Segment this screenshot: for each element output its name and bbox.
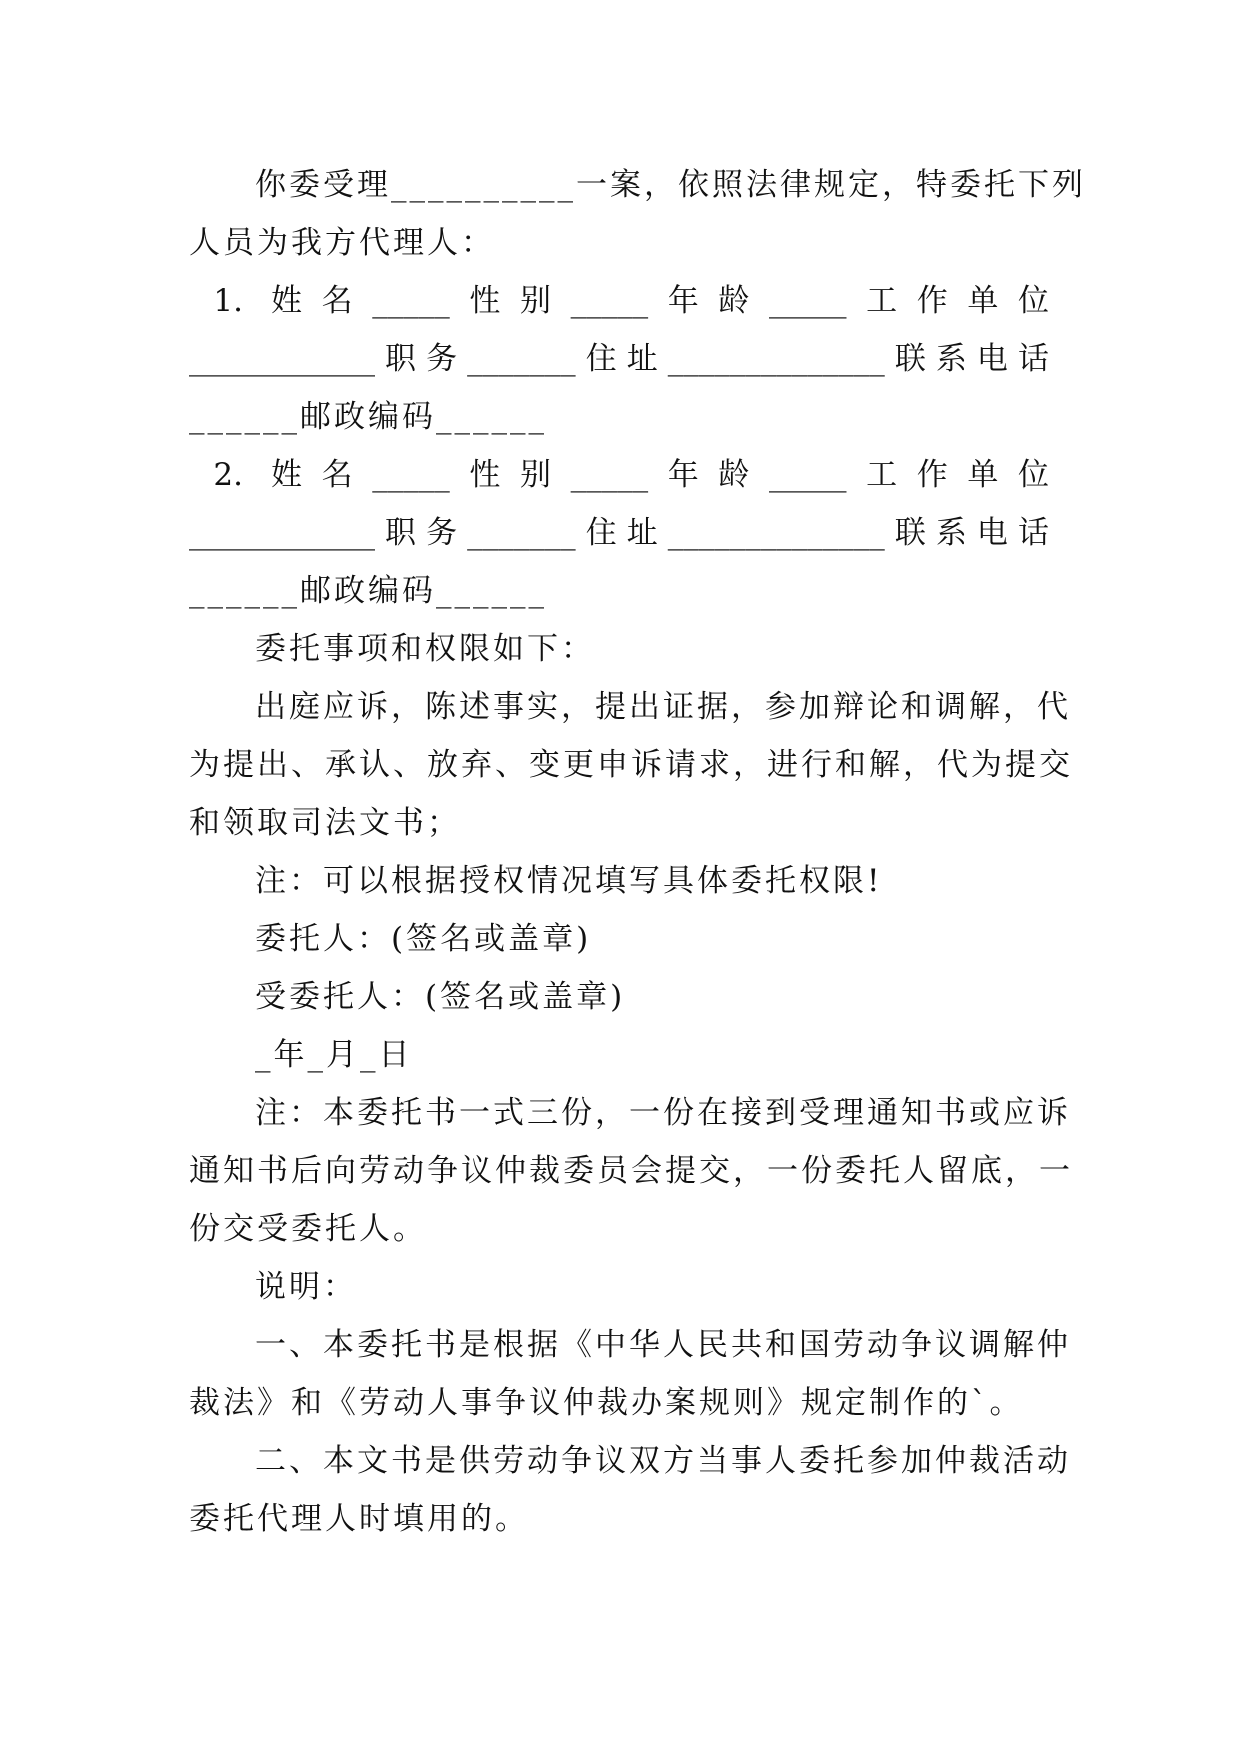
agent1-line-2 — [189, 330, 1049, 388]
agent2-position-label-2: 务 — [426, 515, 458, 551]
agent2-phone-label-3: 电 — [976, 515, 1008, 551]
note-authority: 注：可以根据授权情况填写具体委托权限! — [255, 863, 883, 899]
agent2-age-label-2: 龄 — [718, 457, 750, 493]
agent1-employer-label-2: 作 — [916, 283, 948, 319]
explain-title: 说明： — [255, 1269, 357, 1305]
agent2-employer-label-2: 作 — [916, 457, 948, 493]
agent2-line-2 — [189, 504, 1049, 562]
intro-line-1: 你委受理__________一案，依照法律规定，特委托下列 — [255, 167, 1086, 203]
document-body — [189, 156, 1086, 1548]
explain-1-line-1: 一、本委托书是根据《中华人民共和国劳动争议调解仲 — [255, 1327, 1071, 1363]
matters-line-2: 为提出、承认、放弃、变更申诉请求，进行和解，代为提交 — [189, 747, 1073, 783]
agent2-gender-label-2: 别 — [520, 457, 551, 493]
agent2-line-1 — [189, 446, 1049, 504]
agent2-employer-blank: ____________ — [189, 515, 375, 551]
agent1-name-label-2: 名 — [321, 283, 353, 319]
agent1-line-1 — [189, 272, 1049, 330]
agent2-employer-label-3: 单 — [967, 457, 999, 493]
agent1-age-label-2: 龄 — [718, 283, 750, 319]
agent1-employer-label-3: 单 — [967, 283, 999, 319]
agent2-phone-label-4: 话 — [1017, 515, 1049, 551]
agent2-line-3: ______邮政编码______ — [189, 573, 547, 609]
agent1-address-blank: ______________ — [667, 341, 885, 377]
agent1-position-blank: _______ — [467, 341, 576, 377]
matters-title: 委托事项和权限如下： — [255, 631, 595, 667]
agent1-position-label-1: 职 — [385, 341, 417, 377]
agent2-gender-label-1: 性 — [469, 457, 501, 493]
agent2-phone-label-2: 系 — [935, 515, 967, 551]
agent1-gender-label-1: 性 — [469, 283, 501, 319]
agent1-employer-blank: ____________ — [189, 341, 375, 377]
agent1-phone-label-4: 话 — [1017, 341, 1049, 377]
agent1-age-label-1: 年 — [667, 283, 699, 319]
agent1-number: 1. — [213, 283, 243, 319]
matters-line-3: 和领取司法文书； — [189, 805, 461, 841]
agent2-name-blank: _____ — [372, 457, 450, 493]
explain-2-line-1: 二、本文书是供劳动争议双方当事人委托参加仲裁活动 — [255, 1443, 1071, 1479]
agent1-address-label-1: 住 — [585, 341, 617, 377]
note-copies-line-1: 注：本委托书一式三份，一份在接到受理通知书或应诉 — [255, 1095, 1071, 1131]
explain-1-line-2: 裁法》和《劳动人事争议仲裁办案规则》规定制作的`。 — [189, 1385, 1024, 1421]
agent-signature: 受委托人：(签名或盖章) — [255, 979, 626, 1015]
agent1-line-3: ______邮政编码______ — [189, 399, 547, 435]
agent2-age-blank: _____ — [769, 457, 847, 493]
agent1-name-label-1: 姓 — [271, 283, 302, 319]
agent2-employer-label-1: 工 — [866, 457, 898, 493]
agent1-name-blank: _____ — [372, 283, 450, 319]
agent2-phone-label-1: 联 — [894, 515, 926, 551]
agent2-address-label-1: 住 — [585, 515, 617, 551]
agent1-age-blank: _____ — [769, 283, 847, 319]
matters-line-1: 出庭应诉，陈述事实，提出证据，参加辩论和调解，代 — [255, 689, 1071, 725]
explain-2-line-2: 委托代理人时填用的。 — [189, 1501, 529, 1537]
agent2-position-blank: _______ — [467, 515, 576, 551]
agent2-address-blank: ______________ — [667, 515, 885, 551]
agent1-phone-label-1: 联 — [894, 341, 926, 377]
agent2-employer-label-4: 位 — [1018, 457, 1049, 493]
agent1-address-label-2: 址 — [626, 341, 658, 377]
agent2-name-label-1: 姓 — [271, 457, 302, 493]
agent1-position-label-2: 务 — [426, 341, 458, 377]
note-copies-line-3: 份交受委托人。 — [189, 1211, 427, 1247]
agent2-name-label-2: 名 — [321, 457, 353, 493]
agent1-employer-label-1: 工 — [866, 283, 898, 319]
agent2-address-label-2: 址 — [626, 515, 658, 551]
intro-line-2: 人员为我方代理人： — [189, 225, 495, 261]
principal-signature: 委托人：(签名或盖章) — [255, 921, 592, 957]
note-copies-line-2: 通知书后向劳动争议仲裁委员会提交，一份委托人留底，一 — [189, 1153, 1073, 1189]
agent1-gender-label-2: 别 — [520, 283, 551, 319]
agent2-age-label-1: 年 — [667, 457, 699, 493]
date-line: _年_月_日 — [255, 1037, 413, 1073]
agent1-gender-blank: _____ — [570, 283, 649, 319]
agent2-gender-blank: _____ — [570, 457, 649, 493]
agent2-position-label-1: 职 — [385, 515, 417, 551]
agent1-employer-label-4: 位 — [1018, 283, 1049, 319]
agent1-phone-label-3: 电 — [976, 341, 1008, 377]
agent1-phone-label-2: 系 — [935, 341, 967, 377]
agent2-number: 2. — [213, 457, 243, 493]
